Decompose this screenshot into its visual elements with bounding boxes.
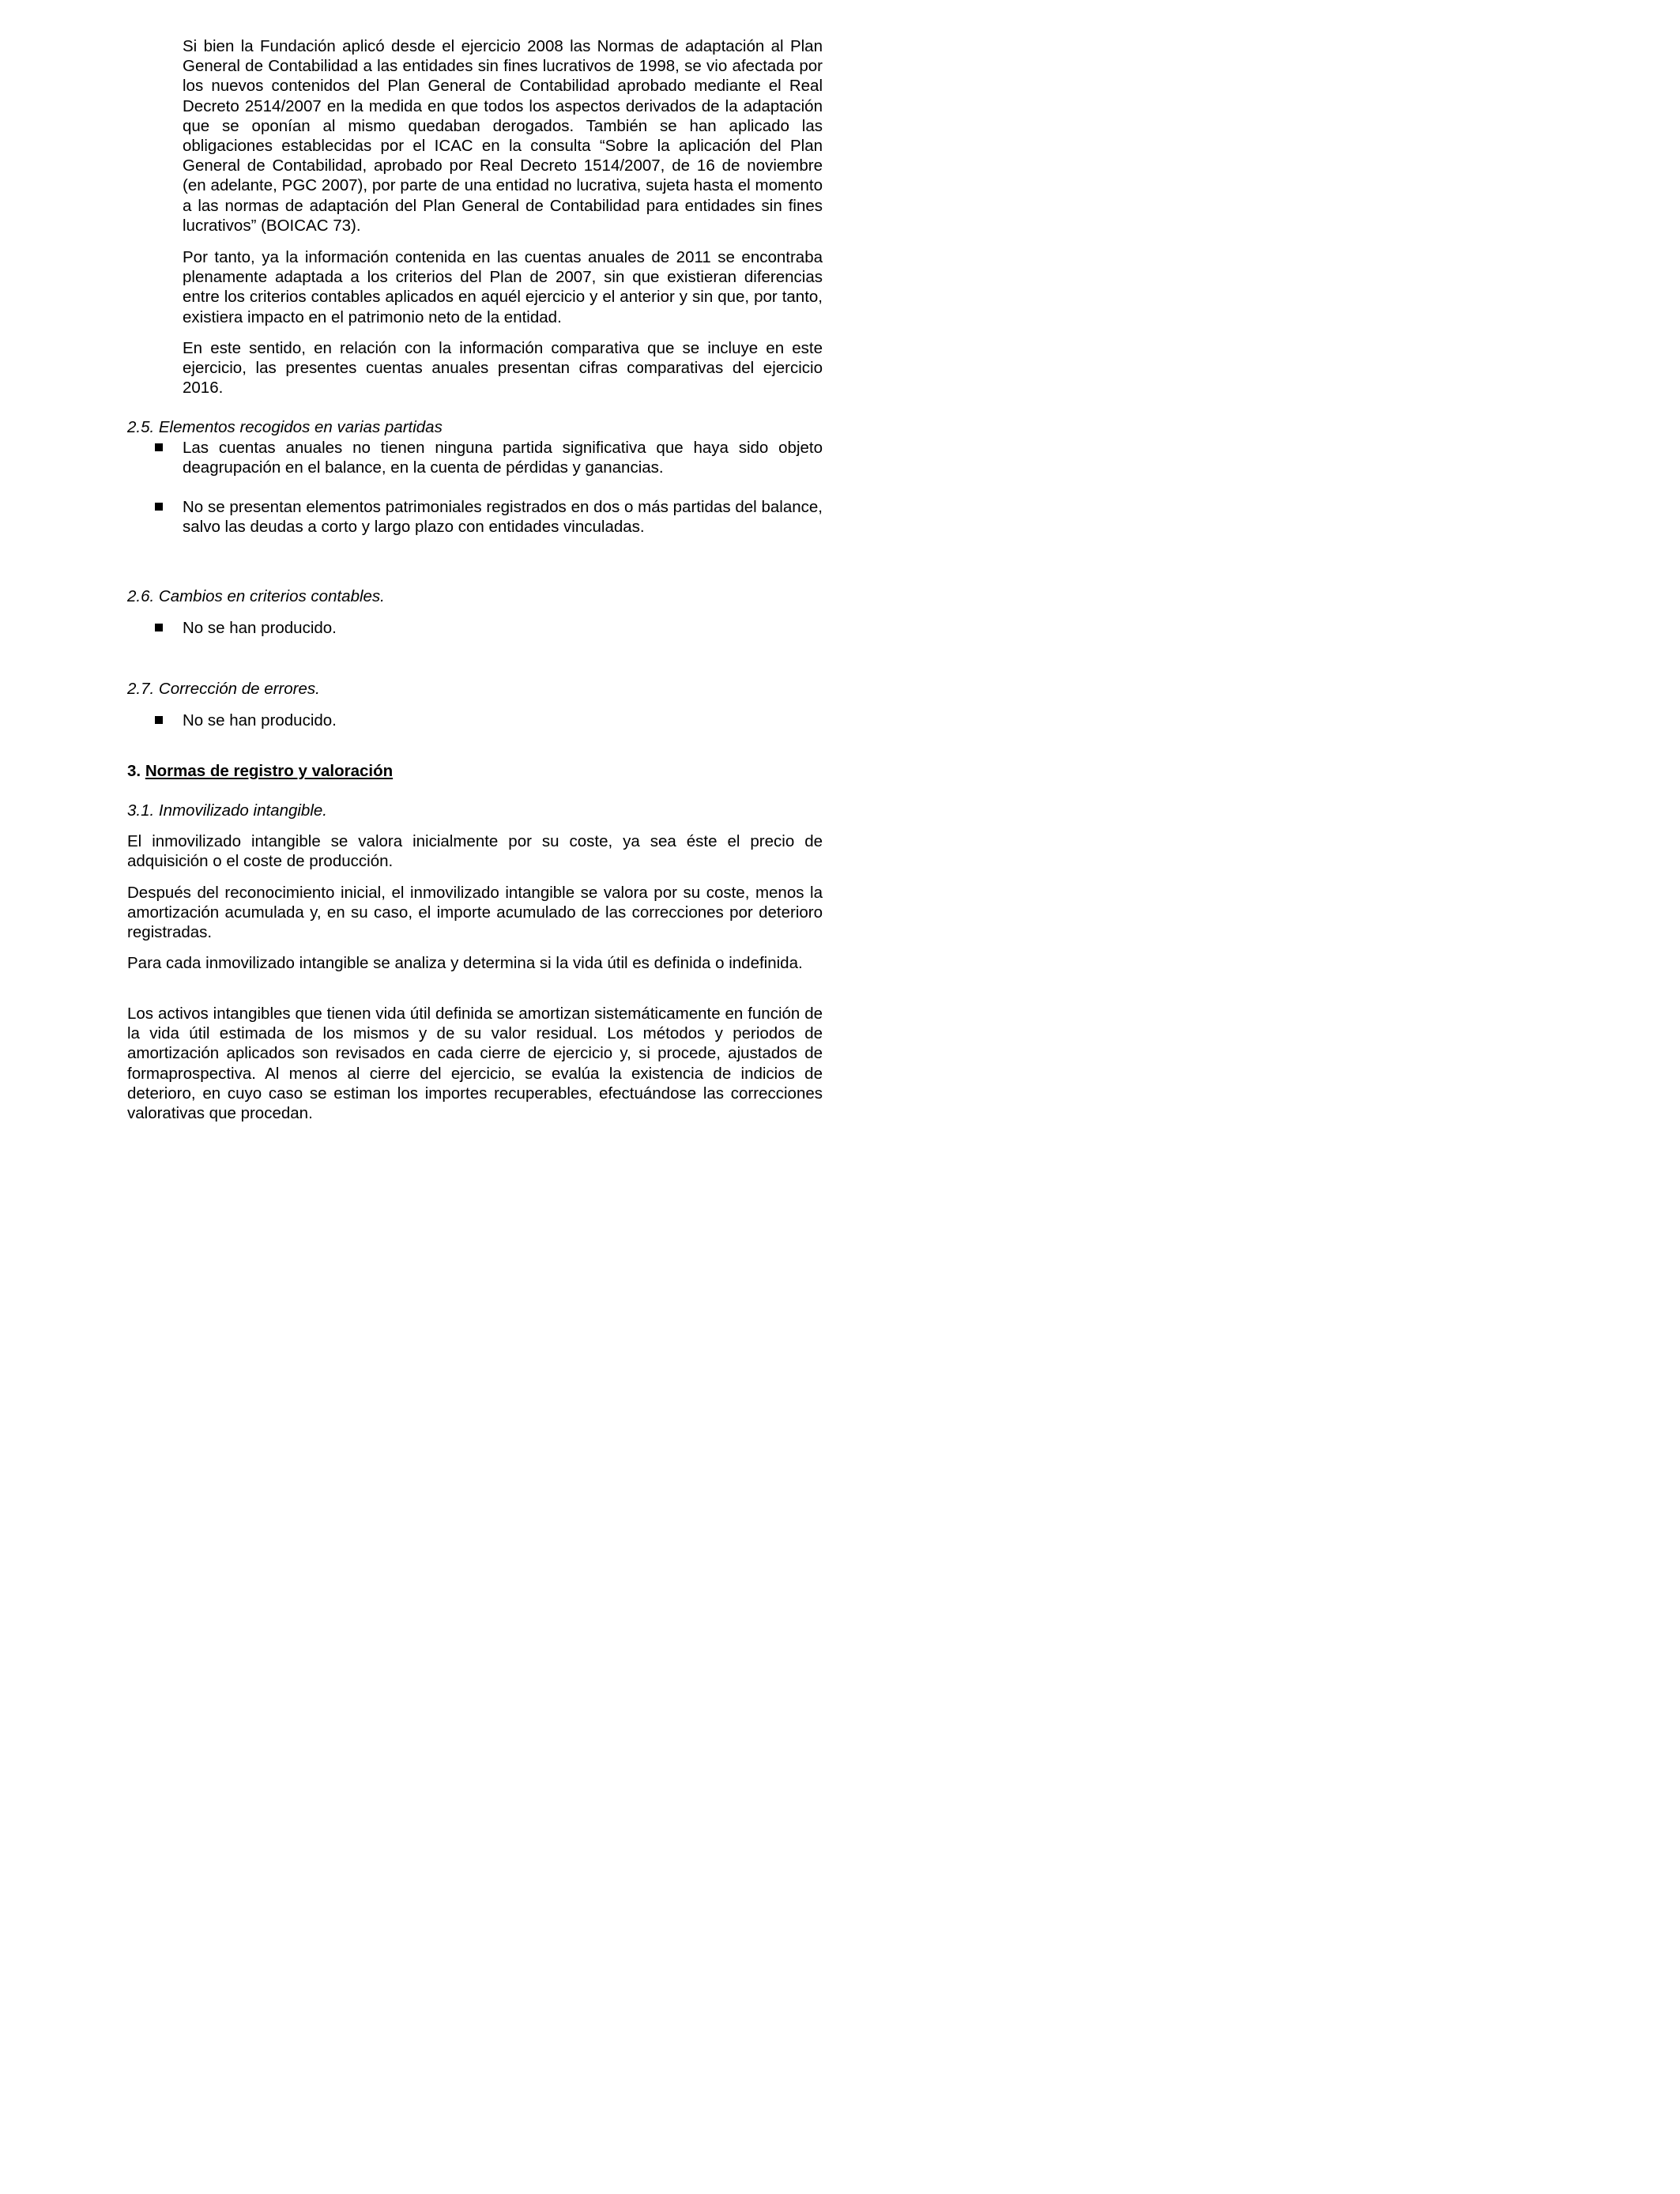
heading-2-5: 2.5. Elementos recogidos en varias partidas xyxy=(127,418,443,436)
paragraph-amortizacion: Los activos intangibles que tienen vida útil definida se amortizan sistemáticamente en función de la vida útil estimada de los mismos y de su valor residual. Los métodos y periodos de amortización aplicados son revisados en cada cierre de ejercicio y, si procede, ajustados de formaprospectiva. Al menos al cierre del ejercicio, se evalúa la existencia de indicios de deterioro, en cuyo caso se estiman los importes recuperables, efectuándose las correcciones valorativas que procedan. xyxy=(127,1005,823,1123)
bullet-text: No se han producido. xyxy=(183,619,337,637)
bullet-text: No se presentan elementos patrimoniales registrados en dos o más partidas del balance, salvo las deudas a corto y largo plazo con entidades vinculadas. xyxy=(183,498,823,537)
section-title-text: Normas de registro y valoración xyxy=(145,762,394,780)
heading-2-6: 2.6. Cambios en criterios contables. xyxy=(127,587,385,605)
paragraph-cuentas-2011: Por tanto, ya la información contenida en las cuentas anuales de 2011 se encontraba plenamente adaptada a los criterios del Plan de 2007, sin que existieran diferencias entre los criterios contables aplicados en aquél ejercicio y el anterior y sin que, por tanto, existiera impacto en el patrimonio neto de la entidad. xyxy=(183,248,823,326)
bullet-text: No se han producido. xyxy=(183,711,337,729)
square-bullet-icon xyxy=(155,716,163,724)
document-page xyxy=(0,0,948,1227)
square-bullet-icon xyxy=(155,503,163,511)
bullet-text: Las cuentas anuales no tienen ninguna partida significativa que haya sido objeto deagrupación en el balance, en la cuenta de pérdidas y ganancias. xyxy=(183,439,823,477)
heading-3-1: 3.1. Inmovilizado intangible. xyxy=(127,801,327,820)
paragraph-informacion-comparativa: En este sentido, en relación con la información comparativa que se incluye en este ejercicio, las presentes cuentas anuales presentan cifras comparativas del ejercicio 2016. xyxy=(183,339,823,398)
heading-2-7: 2.7. Corrección de errores. xyxy=(127,680,320,698)
section-title-3 xyxy=(127,761,393,781)
paragraph-valoracion-inicial: El inmovilizado intangible se valora inicialmente por su coste, ya sea éste el precio de adquisición o el coste de producción. xyxy=(127,832,823,871)
paragraph-vida-util: Para cada inmovilizado intangible se analiza y determina si la vida útil es definida o indefinida. xyxy=(127,954,803,972)
square-bullet-icon xyxy=(155,443,163,451)
section-number: 3. xyxy=(127,762,141,780)
square-bullet-icon xyxy=(155,624,163,631)
paragraph-adaptation-pgc: Si bien la Fundación aplicó desde el ejercicio 2008 las Normas de adaptación al Plan General de Contabilidad a las entidades sin fines lucrativos de 1998, se vio afectada por los nuevos contenidos del Plan General de Contabilidad aprobado mediante el Real Decreto 2514/2007 en la medida en que todos los aspectos derivados de la adaptación que se oponían al mismo quedaban derogados. También se han aplicado las obligaciones establecidas por el ICAC en la consulta “Sobre la aplicación del Plan General de Contabilidad, aprobado por Real Decreto 1514/2007, de 16 de noviembre (en adelante, PGC 2007), por parte de una entidad no lucrativa, sujeta hasta el momento a las normas de adaptación del Plan General de Contabilidad para entidades sin fines lucrativos” (BOICAC 73). xyxy=(183,37,823,235)
paragraph-reconocimiento-inicial: Después del reconocimiento inicial, el inmovilizado intangible se valora por su coste, menos la amortización acumulada y, en su caso, el importe acumulado de las correcciones por deterioro registradas. xyxy=(127,884,823,942)
